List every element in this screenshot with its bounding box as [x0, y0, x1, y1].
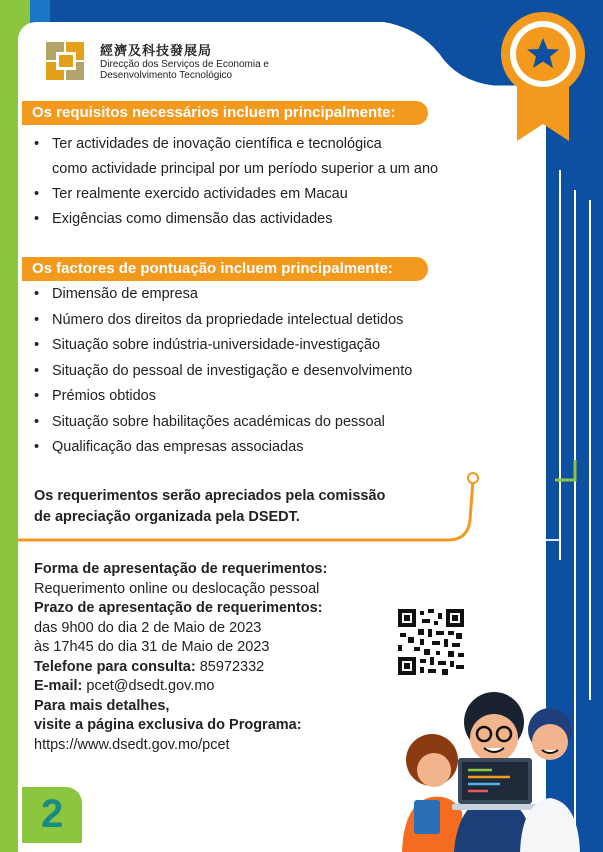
page-number: 2 — [41, 792, 64, 836]
page-number-badge — [22, 787, 82, 843]
list-item: • Dimensão de empresa — [34, 282, 412, 308]
list-item: • Situação sobre habilitações académicas do pessoal — [34, 410, 412, 436]
form-label: Forma de apresentação de requerimentos: — [34, 561, 328, 577]
scoring-list — [34, 282, 412, 461]
list-item: • Prémios obtidos — [34, 384, 412, 410]
form-value: Requerimento online ou deslocação pessoal — [34, 580, 320, 597]
requirements-heading: Os requisitos necessários incluem principalmente: — [22, 101, 428, 125]
deadline-label: Prazo de apresentação de requerimentos: — [34, 600, 323, 616]
list-item: • Número dos direitos da propriedade intelectual detidos — [34, 308, 412, 334]
org-name-portuguese-line2: Desenvolvimento Tecnológico — [100, 70, 233, 81]
list-item: • Ter realmente exercido actividades em Macau — [34, 182, 438, 207]
email-link[interactable]: pcet@dsedt.gov.mo — [86, 678, 215, 694]
list-item: • Qualificação das empresas associadas — [34, 435, 412, 461]
application-info — [34, 560, 327, 755]
org-name — [100, 40, 269, 81]
dsedt-logo-icon — [46, 42, 86, 80]
review-note-line2: de apreciação organizada pela DSEDT. — [34, 509, 300, 525]
scoring-heading: Os factores de pontuação incluem principalmente: — [22, 257, 428, 281]
list-item: • Exigências como dimensão das actividades — [34, 207, 438, 232]
org-name-chinese: 經濟及科技發展局 — [100, 43, 213, 58]
details-label-line1: Para mais detalhes, — [34, 697, 170, 714]
program-url-link[interactable]: https://www.dsedt.gov.mo/pcet — [34, 736, 230, 753]
medal-icon — [497, 6, 589, 146]
list-item — [34, 132, 438, 182]
deadline-line2: às 17h45 do dia 31 de Maio de 2023 — [34, 639, 270, 655]
illustrated-people-icon — [392, 682, 582, 852]
email-label: E-mail: — [34, 678, 83, 694]
requirement-item-1-line2: como actividade principal por um período superior a um ano — [52, 161, 439, 177]
phone-label: Telefone para consulta: — [34, 658, 196, 675]
qr-code-icon[interactable] — [398, 609, 464, 675]
review-note — [34, 486, 385, 528]
org-name-portuguese-line1: Direcção dos Serviços de Economia e — [100, 59, 269, 70]
details-label-line2: visite a página exclusiva do Programa: — [34, 717, 302, 733]
list-item: • Situação do pessoal de investigação e desenvolvimento — [34, 359, 412, 385]
review-note-line1: Os requerimentos serão apreciados pela comissão — [34, 488, 386, 504]
requirements-list — [34, 132, 438, 232]
phone-value: 85972332 — [199, 658, 265, 675]
deadline-line1: das 9h00 do dia 2 de Maio de 2023 — [34, 619, 262, 636]
requirement-item-1-line1: Ter actividades de inovação científica e tecnológica — [52, 136, 382, 152]
list-item: • Situação sobre indústria-universidade-investigação — [34, 333, 412, 359]
